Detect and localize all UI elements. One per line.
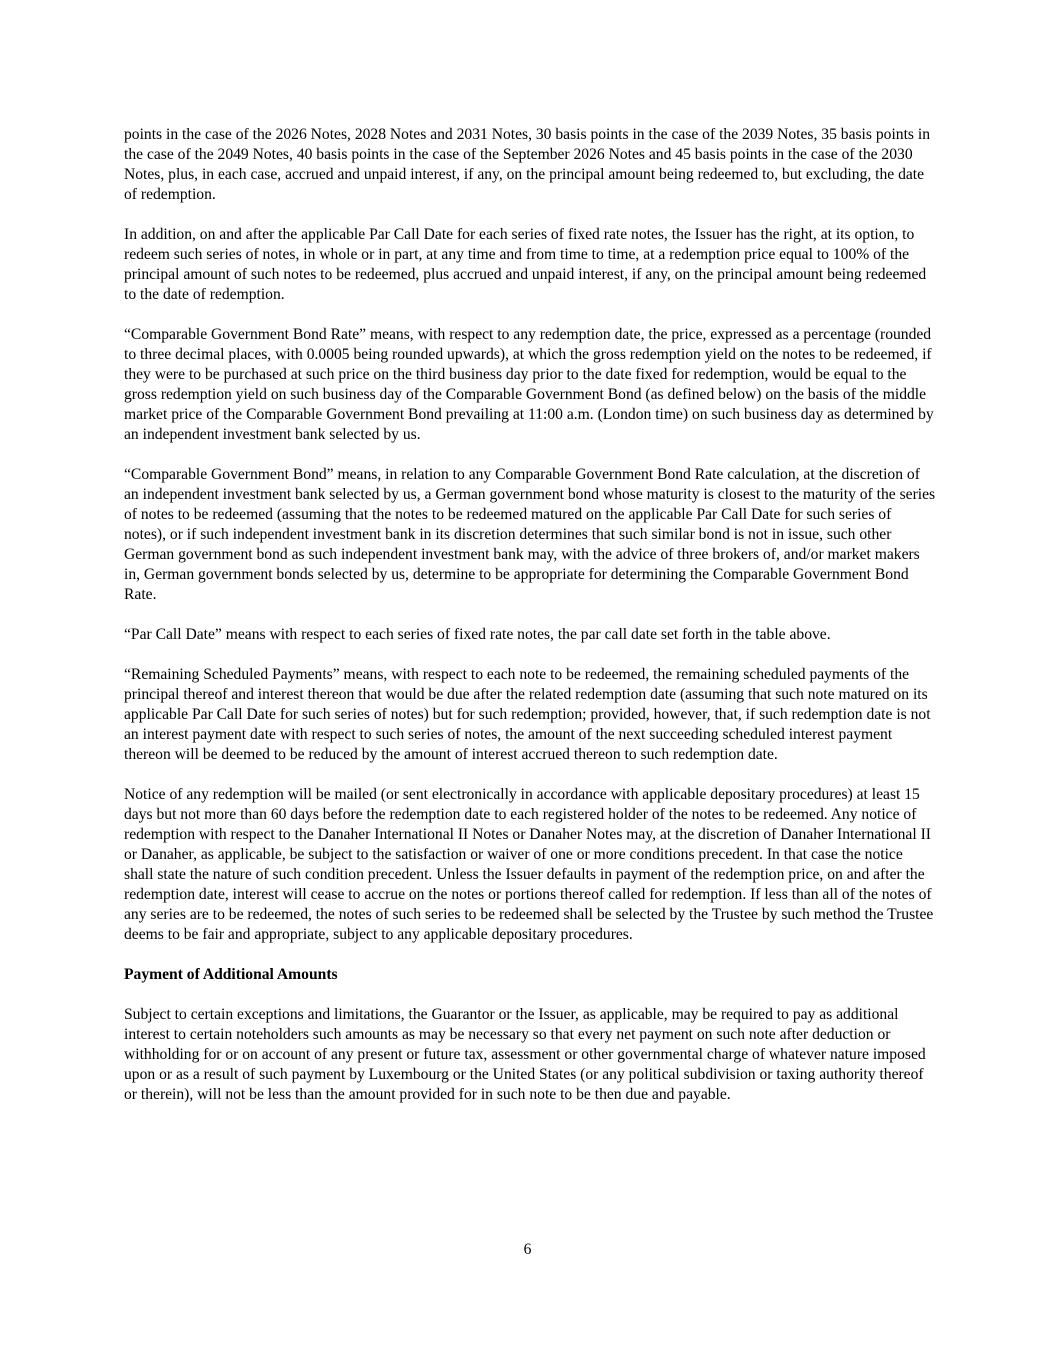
paragraph-par-call-date: “Par Call Date” means with respect to each series of fixed rate notes, the par call date set forth in the table above. <box>124 626 831 643</box>
page-number: 6 <box>523 1241 532 1258</box>
paragraph-remaining-scheduled-payments: “Remaining Scheduled Payments” means, with respect to each note to be redeemed, the remaining scheduled payments of the principal thereof and interest thereon that would be due after the related redemption date (assuming that such note matured on its applicable Par Call Date for such series of notes) but for such redemption; provided, however, that, if such redemption date is not an interest payment date with respect to such series of notes, the amount of the next succeeding scheduled interest payment thereon will be deemed to be reduced by the amount of interest accrued thereon to such redemption date. <box>124 666 931 763</box>
paragraph-additional-amounts: Subject to certain exceptions and limitations, the Guarantor or the Issuer, as applicable, may be required to pay as additional interest to certain noteholders such amounts as may be necessary so that every net payment on such note after deduction or withholding for or on account of any present or future tax, assessment or other governmental charge of whatever nature imposed upon or as a result of such payment by Luxembourg or the United States (or any political subdivision or taxing authority thereof or therein), will not be less than the amount provided for in such note to be then due and payable. <box>124 1006 926 1103</box>
paragraph-comparable-government-bond-rate: “Comparable Government Bond Rate” means, with respect to any redemption date, the price, expressed as a percentage (rounded to three decimal places, with 0.0005 being rounded upwards), at which the gross redemption yield on the notes to be redeemed, if they were to be purchased at such price on the third business day prior to the date fixed for redemption, would be equal to the gross redemption yield on such business day of the Comparable Government Bond (as defined below) on the basis of the middle market price of the Comparable Government Bond prevailing at 11:00 a.m. (London time) on such business day as determined by an independent investment bank selected by us. <box>124 326 934 443</box>
section-heading-additional-amounts: Payment of Additional Amounts <box>124 966 338 983</box>
paragraph-redemption-basis-points: points in the case of the 2026 Notes, 2028 Notes and 2031 Notes, 30 basis points in the case of the 2039 Notes, 35 basis points in the case of the 2049 Notes, 40 basis points in the case of the September 2026 Notes and 45 basis points in the case of the 2030 Notes, plus, in each case, accrued and unpaid interest, if any, on the principal amount being redeemed to, but excluding, the date of redemption. <box>124 126 931 203</box>
paragraph-comparable-government-bond: “Comparable Government Bond” means, in relation to any Comparable Government Bond Rate calculation, at the discretion of an independent investment bank selected by us, a German government bond whose maturity is closest to the maturity of the series of notes to be redeemed (assuming that the notes to be redeemed matured on the applicable Par Call Date for such series of notes), or if such independent investment bank in its discretion determines that such similar bond is not in issue, such other German government bond as such independent investment bank may, with the advice of three brokers of, and/or market makers in, German government bonds selected by us, determine to be appropriate for determining the Comparable Government Bond Rate. <box>124 466 936 603</box>
document-page <box>124 125 936 1125</box>
paragraph-notice-of-redemption: Notice of any redemption will be mailed (or sent electronically in accordance with applicable depositary procedures) at least 15 days but not more than 60 days before the redemption date to each registered holder of the notes to be redeemed. Any notice of redemption with respect to the Danaher International II Notes or Danaher Notes may, at the discretion of Danaher International II or Danaher, as applicable, be subject to the satisfaction or waiver of one or more conditions precedent. In that case the notice shall state the nature of such condition precedent. Unless the Issuer defaults in payment of the redemption price, on and after the redemption date, interest will cease to accrue on the notes or portions thereof called for redemption. If less than all of the notes of any series are to be redeemed, the notes of such series to be redeemed shall be selected by the Trustee by such method the Trustee deems to be fair and appropriate, subject to any applicable depositary procedures. <box>124 786 934 943</box>
paragraph-par-call-redemption: In addition, on and after the applicable Par Call Date for each series of fixed rate notes, the Issuer has the right, at its option, to redeem such series of notes, in whole or in part, at any time and from time to time, at a redemption price equal to 100% of the principal amount of such notes to be redeemed, plus accrued and unpaid interest, if any, on the principal amount being redeemed to the date of redemption. <box>124 226 927 303</box>
